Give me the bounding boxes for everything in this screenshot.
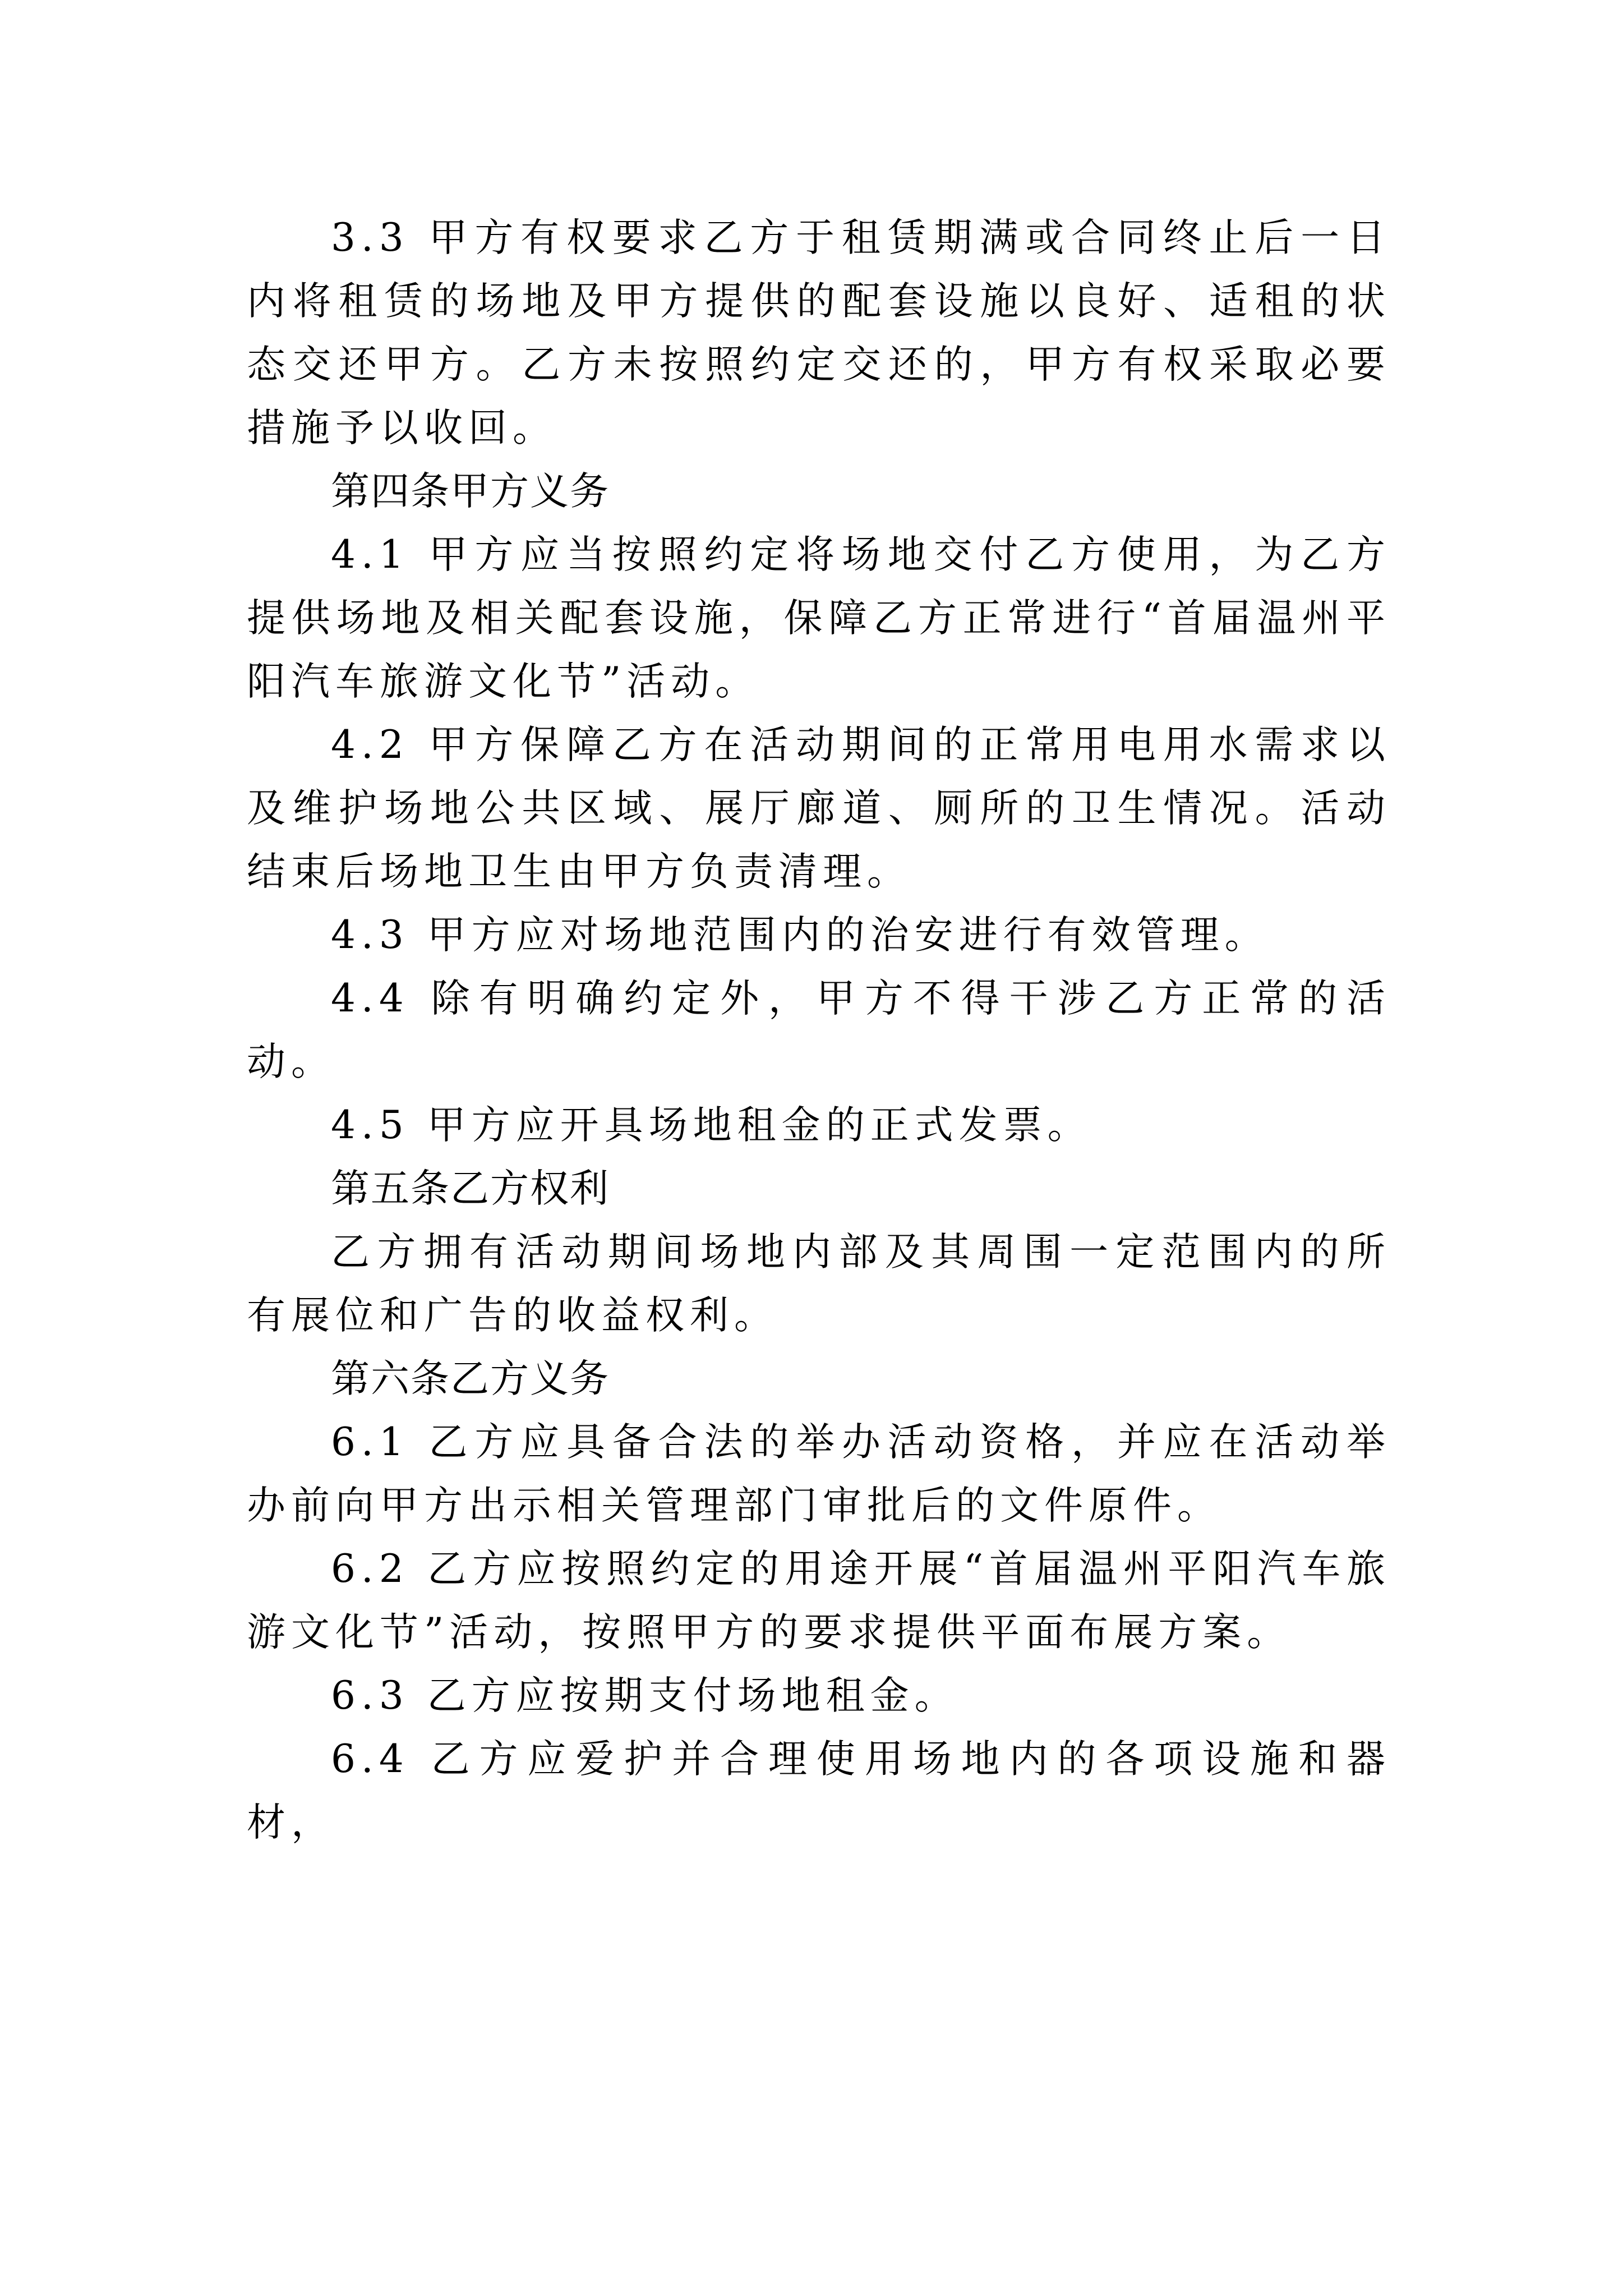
clause-6-2: 6.2 乙方应按照约定的用途开展“首届温州平阳汽车旅游文化节”活动，按照甲方的要求提供平面布展方案。 (247, 1547, 1391, 1655)
article-4-heading: 第四条甲方义务 (331, 469, 610, 514)
clause-4-2: 4.2 甲方保障乙方在活动期间的正常用电用水需求以及维护场地公共区域、展厅廊道、厕所的卫生情况。活动结束后场地卫生由甲方负责清理。 (247, 723, 1391, 894)
clause-6-3: 6.3 乙方应按期支付场地租金。 (331, 1673, 959, 1718)
clause-3-3: 3.3 甲方有权要求乙方于租赁期满或合同终止后一日内将租赁的场地及甲方提供的配套设施以良好、适租的状态交还甲方。乙方未按照约定交还的，甲方有权采取必要措施予以收回。 (247, 215, 1391, 450)
clause-4-3: 4.3 甲方应对场地范围内的治安进行有效管理。 (331, 913, 1269, 958)
document-body (247, 206, 1391, 1855)
clause-4-4: 4.4 除有明确约定外，甲方不得干涉乙方正常的活动。 (247, 976, 1391, 1084)
clause-6-4: 6.4 乙方应爱护并合理使用场地内的各项设施和器材， (247, 1737, 1391, 1845)
clause-4-5: 4.5 甲方应开具场地租金的正式发票。 (331, 1103, 1092, 1148)
clause-6-1: 6.1 乙方应具备合法的举办活动资格，并应在活动举办前向甲方出示相关管理部门审批后的文件原件。 (247, 1420, 1391, 1528)
article-5-heading: 第五条乙方权利 (331, 1166, 610, 1211)
article-5-body: 乙方拥有活动期间场地内部及其周围一定范围内的所有展位和广告的收益权利。 (247, 1230, 1391, 1338)
clause-4-1: 4.1 甲方应当按照约定将场地交付乙方使用，为乙方提供场地及相关配套设施，保障乙方正常进行“首届温州平阳汽车旅游文化节”活动。 (247, 532, 1391, 704)
article-6-heading: 第六条乙方义务 (331, 1356, 610, 1401)
